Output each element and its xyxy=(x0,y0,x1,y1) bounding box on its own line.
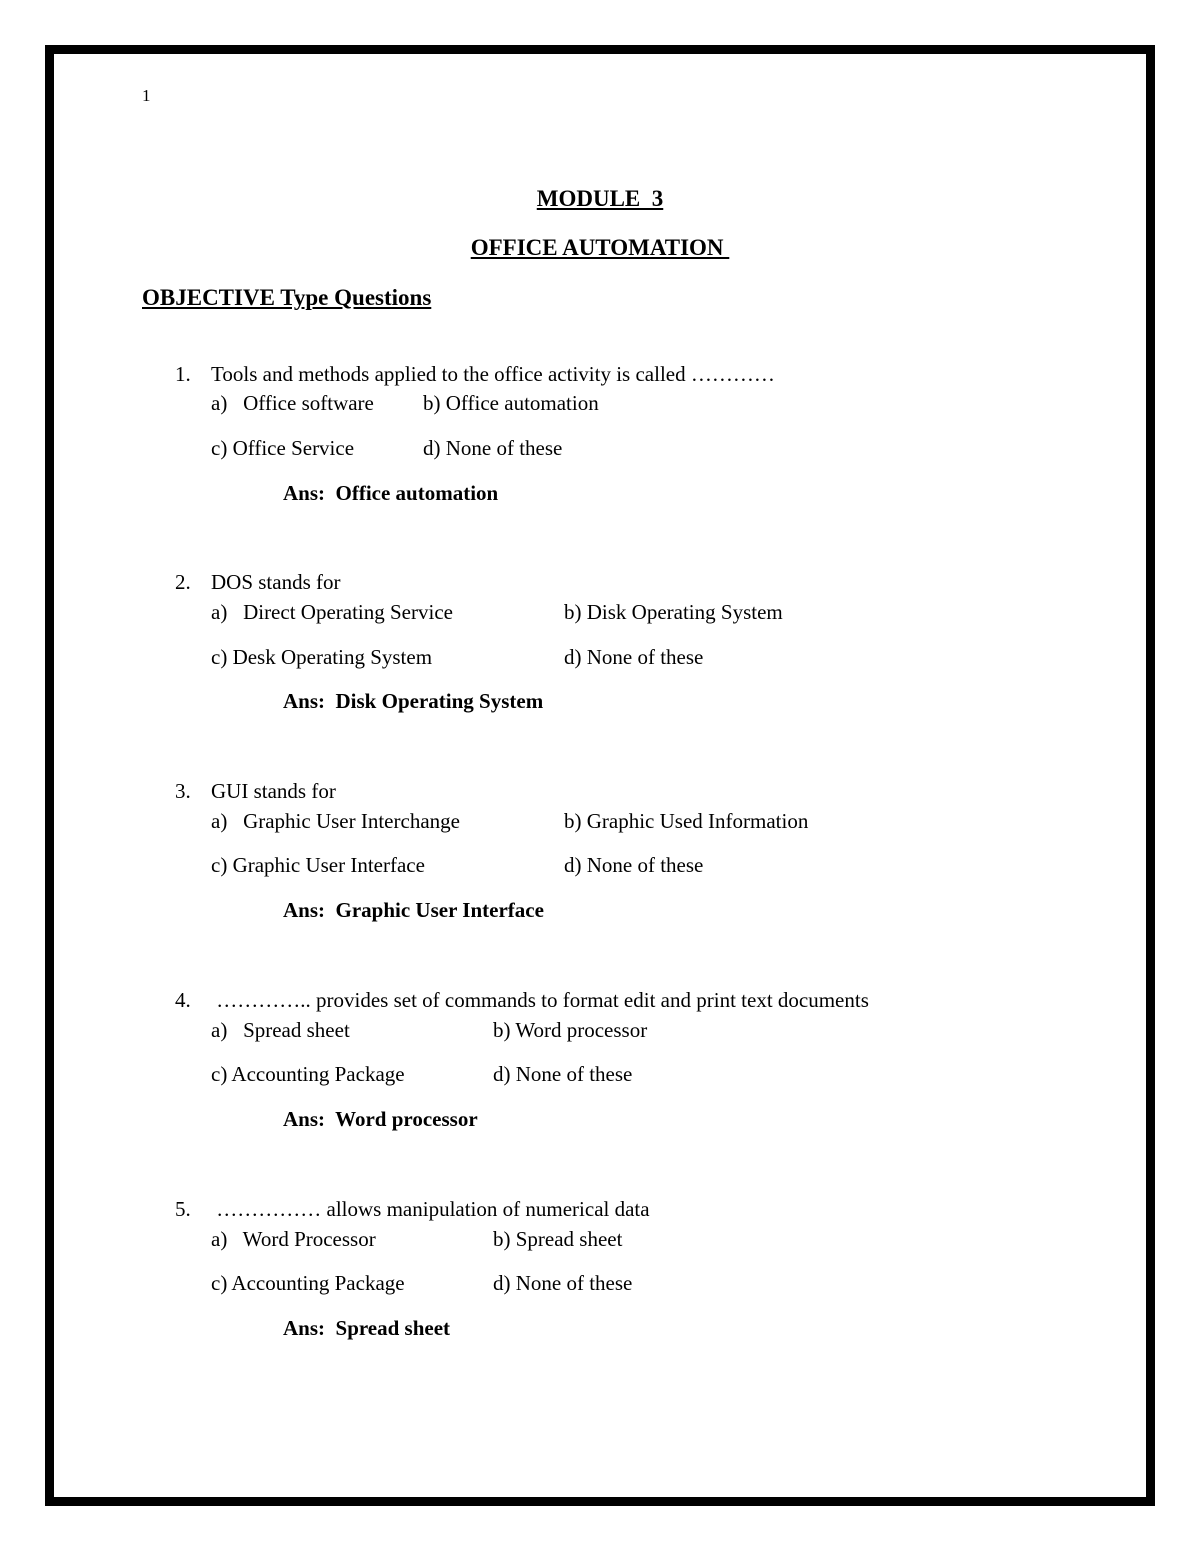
option-a: a) Direct Operating Service xyxy=(211,600,453,624)
answer: Ans: Disk Operating System xyxy=(283,689,544,713)
option-b: b) Spread sheet xyxy=(493,1227,623,1251)
option-a: a) Office software xyxy=(211,391,374,415)
question-number: 2. xyxy=(175,570,191,594)
option-c: c) Accounting Package xyxy=(211,1271,405,1295)
page-number: 1 xyxy=(142,86,151,105)
option-b: b) Office automation xyxy=(423,391,599,415)
question-number: 3. xyxy=(175,779,191,803)
option-d: d) None of these xyxy=(564,853,704,877)
option-b: b) Disk Operating System xyxy=(564,600,783,624)
option-d: d) None of these xyxy=(423,436,563,460)
module-subtitle: OFFICE AUTOMATION xyxy=(470,235,730,260)
option-c: c) Graphic User Interface xyxy=(211,853,425,877)
answer: Ans: Graphic User Interface xyxy=(283,898,544,922)
question-text: Tools and methods applied to the office activity is called ………… xyxy=(211,362,775,386)
answer: Ans: Office automation xyxy=(283,481,499,505)
option-c: c) Desk Operating System xyxy=(211,645,433,669)
answer: Ans: Spread sheet xyxy=(283,1316,451,1340)
question-text: ………….. provides set of commands to format edit and print text documents xyxy=(211,988,869,1012)
section-title: OBJECTIVE Type Questions xyxy=(142,285,432,310)
question-text: GUI stands for xyxy=(211,779,336,803)
module-title: MODULE 3 xyxy=(536,186,664,211)
option-c: c) Office Service xyxy=(211,436,355,460)
option-d: d) None of these xyxy=(493,1271,633,1295)
option-a: a) Graphic User Interchange xyxy=(211,809,460,833)
question-text: …………… allows manipulation of numerical data xyxy=(211,1197,650,1221)
question-text: DOS stands for xyxy=(211,570,341,594)
option-d: d) None of these xyxy=(564,645,704,669)
answer: Ans: Word processor xyxy=(283,1107,478,1131)
question-number: 5. xyxy=(175,1197,191,1221)
question-number: 1. xyxy=(175,362,191,386)
option-d: d) None of these xyxy=(493,1062,633,1086)
option-a: a) Word Processor xyxy=(211,1227,376,1251)
option-c: c) Accounting Package xyxy=(211,1062,405,1086)
option-a: a) Spread sheet xyxy=(211,1018,350,1042)
option-b: b) Graphic Used Information xyxy=(564,809,809,833)
option-b: b) Word processor xyxy=(493,1018,648,1042)
question-number: 4. xyxy=(175,988,191,1012)
